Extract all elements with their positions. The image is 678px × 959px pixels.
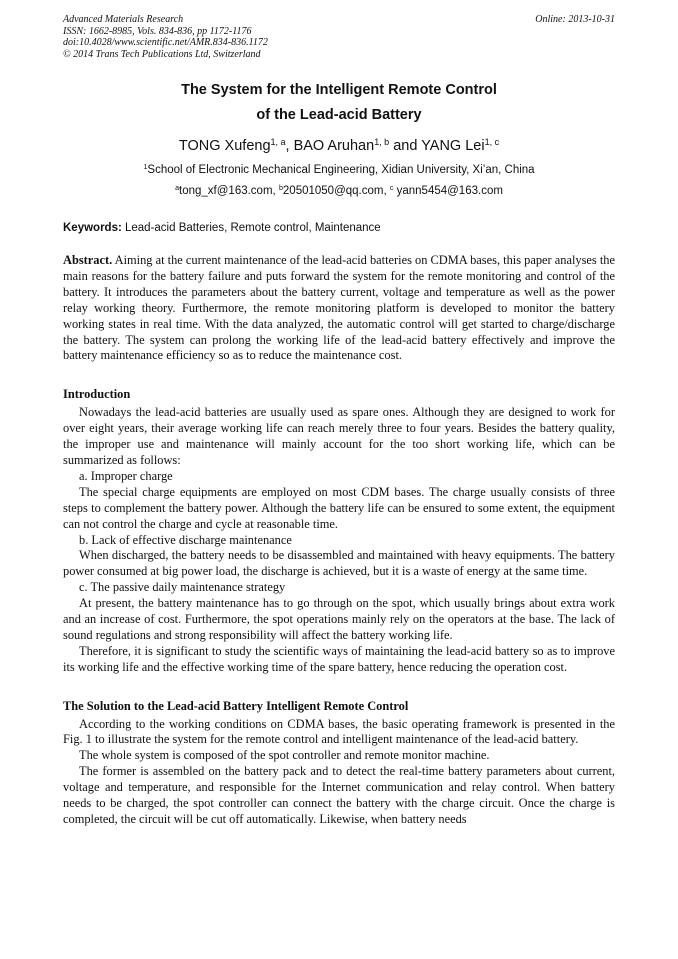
affiliation-mark: 1 <box>143 163 148 172</box>
intro-paragraph: Therefore, it is significant to study the scientific ways of maintaining the lead-acid battery so as to improve its working life and the effective working time of the spare battery, hence reducing the operation cost. <box>63 643 615 674</box>
author-name: TONG Xufeng <box>178 138 271 154</box>
journal-name: Advanced Materials Research <box>63 14 184 25</box>
email-mark: c <box>389 184 394 193</box>
author-separator: and <box>389 138 422 154</box>
solution-heading: The Solution to the Lead-acid Battery Intelligent Remote Control <box>63 698 409 713</box>
author-separator: , <box>285 138 294 154</box>
affiliation-text: School of Electronic Mechanical Engineering, Xidian University, Xi’an, China <box>147 164 535 176</box>
keywords-label: Keywords: <box>63 222 122 234</box>
email-link[interactable]: 20501050@qq.com <box>282 185 384 197</box>
online-date: Online: 2013-10-31 <box>535 14 615 25</box>
abstract-label: Abstract. <box>63 253 113 267</box>
author-affiliation-mark: 1, b <box>374 137 390 148</box>
email-mark: a <box>175 184 180 193</box>
author-list <box>0 138 678 154</box>
email-link[interactable]: yann5454@163.com <box>393 185 503 197</box>
author-affiliation-mark: 1, a <box>270 137 286 148</box>
author-name: YANG Lei <box>421 138 485 154</box>
intro-paragraph: Nowadays the lead-acid batteries are usually used as spare ones. Although they are designed to work for over eight years, their average working life can reach merely three to four years. Besides the battery quality, the improper use and maintenance will mainly account for the too short working life, which can be summarized as follows: <box>63 405 615 467</box>
paper-title-line-2: of the Lead-acid Battery <box>256 107 422 123</box>
email-separator: , <box>272 185 279 197</box>
intro-paragraph: When discharged, the battery needs to be disassembled and maintained with heavy equipments. The battery power consumed at big power load, the discharge is achieved, but it is a waste of energy at the same time. <box>63 548 615 579</box>
author-name: BAO Aruhan <box>293 138 375 154</box>
intro-list-item: c. The passive daily maintenance strategy <box>79 580 286 595</box>
abstract-text: Aiming at the current maintenance of the lead-acid batteries on CDMA bases, this paper analyses the main reasons for the battery failure and puts forward the system for the remote monitoring and control of the battery. It introduces the parameters about the battery current, voltage and temperature as well as the power relay working theory. Furthermore, the remote monitoring platform is developed to monitor the battery working states in real time. With the data analyzed, the automatic control will get started to charge/discharge the battery. The system can prolong the working life of the lead-acid battery effectively and improve the battery maintenance efficiency so as to reduce the maintenance cost. <box>63 253 615 363</box>
copyright-line: © 2014 Trans Tech Publications Ltd, Switzerland <box>63 48 261 60</box>
keywords <box>63 222 615 234</box>
article-body <box>63 253 615 828</box>
author-emails <box>0 185 678 197</box>
email-separator: , <box>383 185 390 197</box>
intro-list-item: a. Improper charge <box>79 468 173 483</box>
affiliation <box>0 164 678 176</box>
solution-paragraph: According to the working conditions on CDMA bases, the basic operating framework is presented in the Fig. 1 to illustrate the system for the remote control and intelligent maintenance of the lead-acid battery. <box>63 716 615 747</box>
email-link[interactable]: tong_xf@163.com <box>179 185 273 197</box>
intro-paragraph: The special charge equipments are employed on most CDM bases. The charge usually consists of three steps to complement the battery power. Although the battery life can be ensured to some extent, the equipment can not control the charge and cycle at reasonable time. <box>63 484 615 531</box>
paper-title-line-1: The System for the Intelligent Remote Control <box>181 82 497 98</box>
doi-line: doi:10.4028/www.scientific.net/AMR.834-836.1172 <box>63 37 268 48</box>
journal-header <box>63 14 615 60</box>
abstract-paragraph <box>63 253 615 364</box>
solution-paragraph: The former is assembled on the battery pack and to detect the real-time battery parameters about current, voltage and temperature, and responsible for the Internet communication and relay control. When battery needs to be charged, the spot controller can connect the battery with the charge circuit. Once the charge is completed, the circuit will be cut off automatically. Likewise, when battery needs <box>63 764 615 826</box>
intro-paragraph: At present, the battery maintenance has to go through on the spot, which usually brings about extra work and an increase of cost. Furthermore, the spot operations mainly rely on the operators at the base. The lack of sound regulations and strong responsibility will affect the battery working life. <box>63 596 615 642</box>
introduction-heading: Introduction <box>63 387 131 402</box>
author-affiliation-mark: 1, c <box>484 137 500 148</box>
issn-line: ISSN: 1662-8985, Vols. 834-836, pp 1172-1176 <box>63 25 252 37</box>
intro-list-item: b. Lack of effective discharge maintenance <box>79 532 292 547</box>
solution-paragraph: The whole system is composed of the spot controller and remote monitor machine. <box>79 748 490 763</box>
keywords-text: Lead-acid Batteries, Remote control, Maintenance <box>121 222 381 234</box>
email-mark: b <box>278 184 283 193</box>
